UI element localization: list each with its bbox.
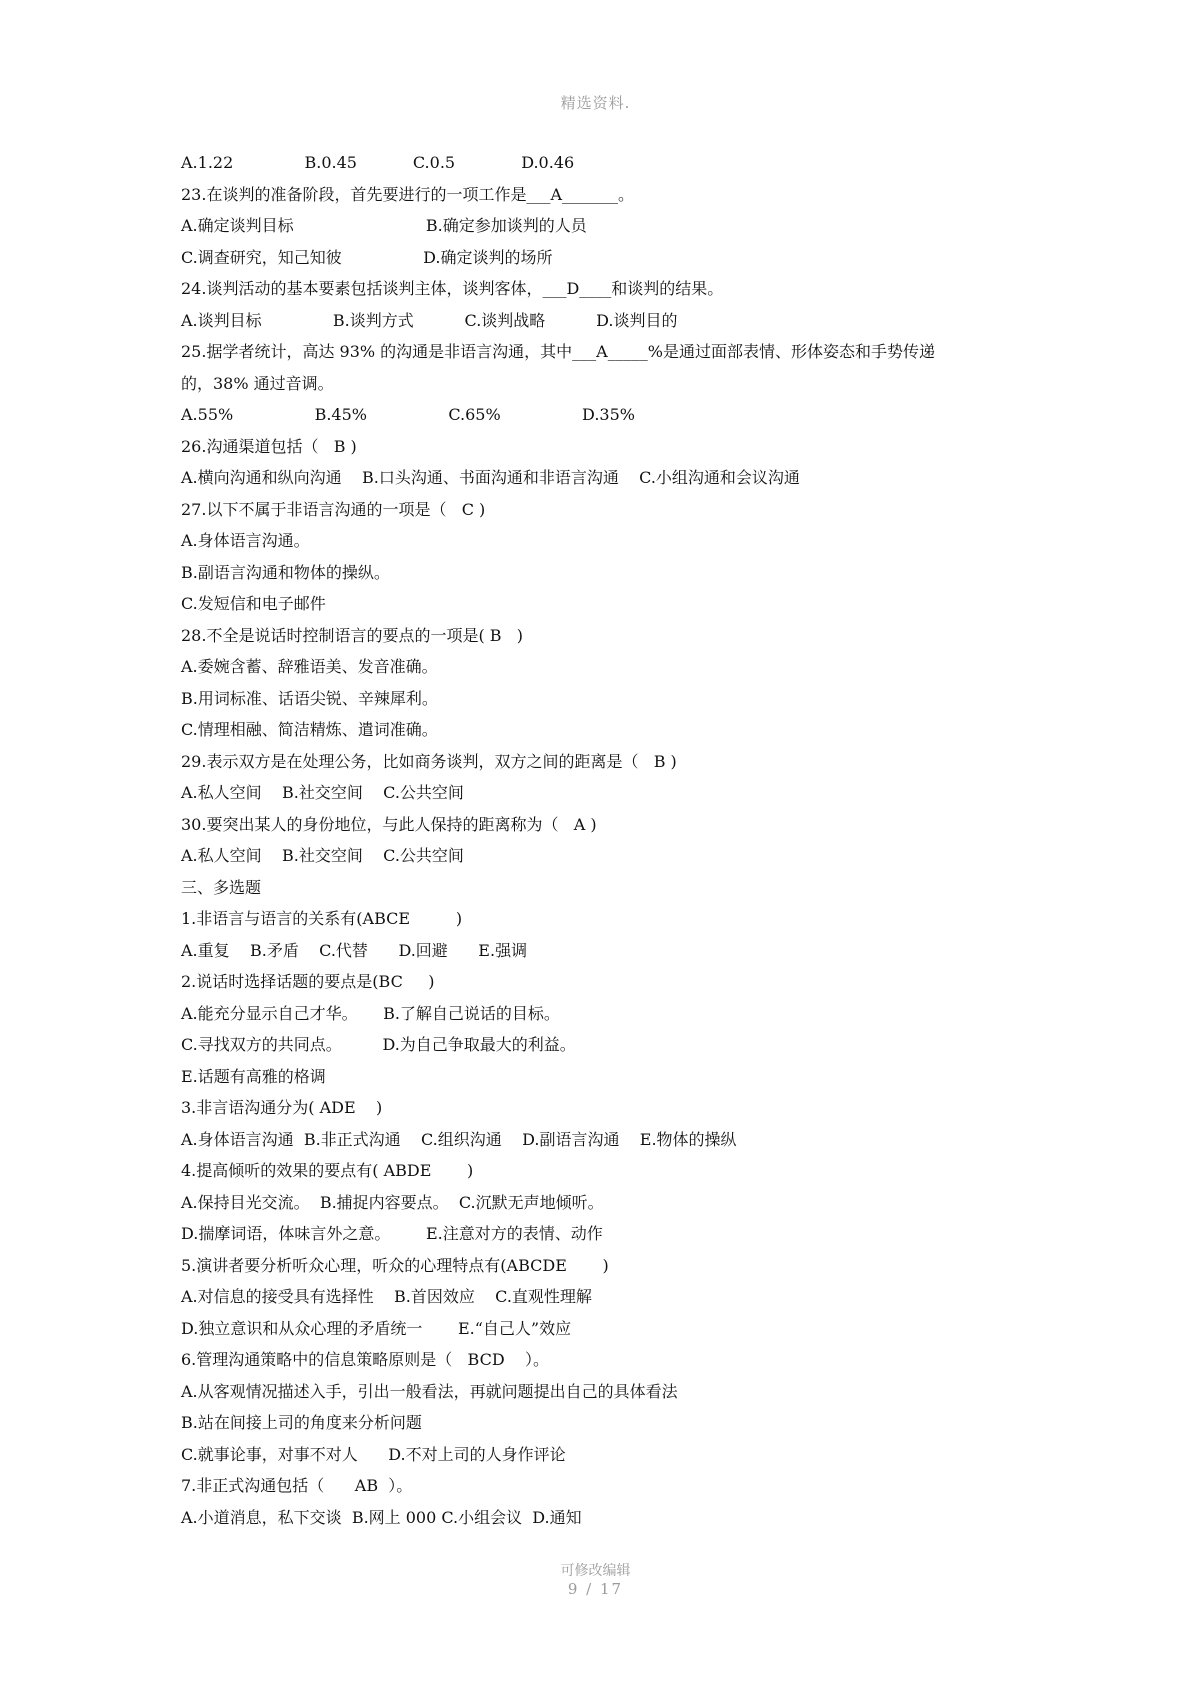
text-line: 7.非正式沟通包括（ AB ）。 [181, 1476, 413, 1495]
text-line: A.重复 B.矛盾 C.代替 D.回避 E.强调 [181, 940, 528, 960]
page-number: 9 / 17 [567, 1580, 624, 1598]
text-line: B.站在间接上司的角度来分析问题 [181, 1413, 422, 1432]
text-line: A.小道消息，私下交谈 B.网上 000 C.小组会议 D.通知 [181, 1507, 582, 1527]
text-line: 24.谈判活动的基本要素包括谈判主体，谈判客体，___D____和谈判的结果。 [181, 279, 724, 298]
text-line: C.情理相融、简洁精炼、遣词准确。 [181, 720, 438, 739]
text-line: B.副语言沟通和物体的操纵。 [181, 562, 390, 582]
text-line: D.独立意识和从众心理的矛盾统一 E.“自己人”效应 [181, 1318, 572, 1338]
text-line: C.调查研究，知己知彼 D.确定谈判的场所 [181, 247, 553, 267]
document-body [181, 147, 1041, 1533]
text-line: A.身体语言沟通。 [181, 531, 310, 550]
section-heading: 三、多选题 [181, 877, 262, 897]
footer-note: 可修改编辑 [560, 1563, 631, 1579]
text-line: 6.管理沟通策略中的信息策略原则是（ BCD ）。 [181, 1350, 549, 1369]
text-line: 3.非言语沟通分为( ADE ) [181, 1098, 383, 1117]
text-line: A.55% B.45% C.65% D.35% [181, 405, 635, 424]
text-line: C.寻找双方的共同点。 D.为自己争取最大的利益。 [181, 1035, 576, 1054]
text-line: A.私人空间 B.社交空间 C.公共空间 [181, 846, 464, 865]
text-line: A.1.22 B.0.45 C.0.5 D.0.46 [181, 153, 575, 172]
text-line: A.谈判目标 B.谈判方式 C.谈判战略 D.谈判目的 [181, 310, 678, 330]
text-line: C.就事论事，对事不对人 D.不对上司的人身作评论 [181, 1444, 566, 1464]
text-line: E.话题有高雅的格调 [181, 1066, 326, 1086]
page-header: 精选资料. [560, 94, 631, 112]
text-line: A.私人空间 B.社交空间 C.公共空间 [181, 783, 464, 802]
text-line: 的，38% 通过音调。 [181, 373, 334, 393]
text-line: A.横向沟通和纵向沟通 B.口头沟通、书面沟通和非语言沟通 C.小组沟通和会议沟通 [181, 468, 800, 487]
text-line: 28.不全是说话时控制语言的要点的一项是( B ) [181, 625, 524, 645]
text-line: 29.表示双方是在处理公务，比如商务谈判，双方之间的距离是（ B ) [181, 751, 677, 771]
text-line: 27.以下不属于非语言沟通的一项是（ C ) [181, 499, 486, 519]
text-line: D.揣摩词语，体味言外之意。 E.注意对方的表情、动作 [181, 1224, 603, 1243]
text-line: 26.沟通渠道包括（ B ) [181, 436, 357, 456]
text-line: A.确定谈判目标 B.确定参加谈判的人员 [181, 216, 587, 235]
text-line: 5.演讲者要分析听众心理，听众的心理特点有(ABCDE ) [181, 1255, 609, 1275]
text-line: 30.要突出某人的身份地位，与此人保持的距离称为（ A ) [181, 814, 597, 834]
text-line: 2.说话时选择话题的要点是(BC ) [181, 972, 435, 991]
text-line: A.委婉含蓄、辞雅语美、发音准确。 [181, 657, 438, 676]
text-line: B.用词标准、话语尖锐、辛辣犀利。 [181, 688, 438, 708]
text-line: 1.非语言与语言的关系有(ABCE ) [181, 909, 463, 928]
text-line: C.发短信和电子邮件 [181, 594, 326, 613]
text-line: 23.在谈判的准备阶段，首先要进行的一项工作是___A_______。 [181, 184, 635, 204]
text-line: A.从客观情况描述入手，引出一般看法，再就问题提出自己的具体看法 [181, 1381, 678, 1401]
text-line: A.保持目光交流。 B.捕捉内容要点。 C.沉默无声地倾听。 [181, 1192, 604, 1212]
text-line: 25.据学者统计，高达 93% 的沟通是非语言沟通，其中___A_____%是通过面部表情、形体姿态和手势传递 [181, 342, 935, 361]
text-line: A.身体语言沟通 B.非正式沟通 C.组织沟通 D.副语言沟通 E.物体的操纵 [181, 1129, 737, 1149]
page-footer [0, 1560, 1191, 1598]
text-line: 4.提高倾听的效果的要点有( ABDE ) [181, 1161, 474, 1180]
text-line: A.能充分显示自己才华。 B.了解自己说话的目标。 [181, 1003, 560, 1023]
text-line: A.对信息的接受具有选择性 B.首因效应 C.直观性理解 [181, 1287, 592, 1306]
